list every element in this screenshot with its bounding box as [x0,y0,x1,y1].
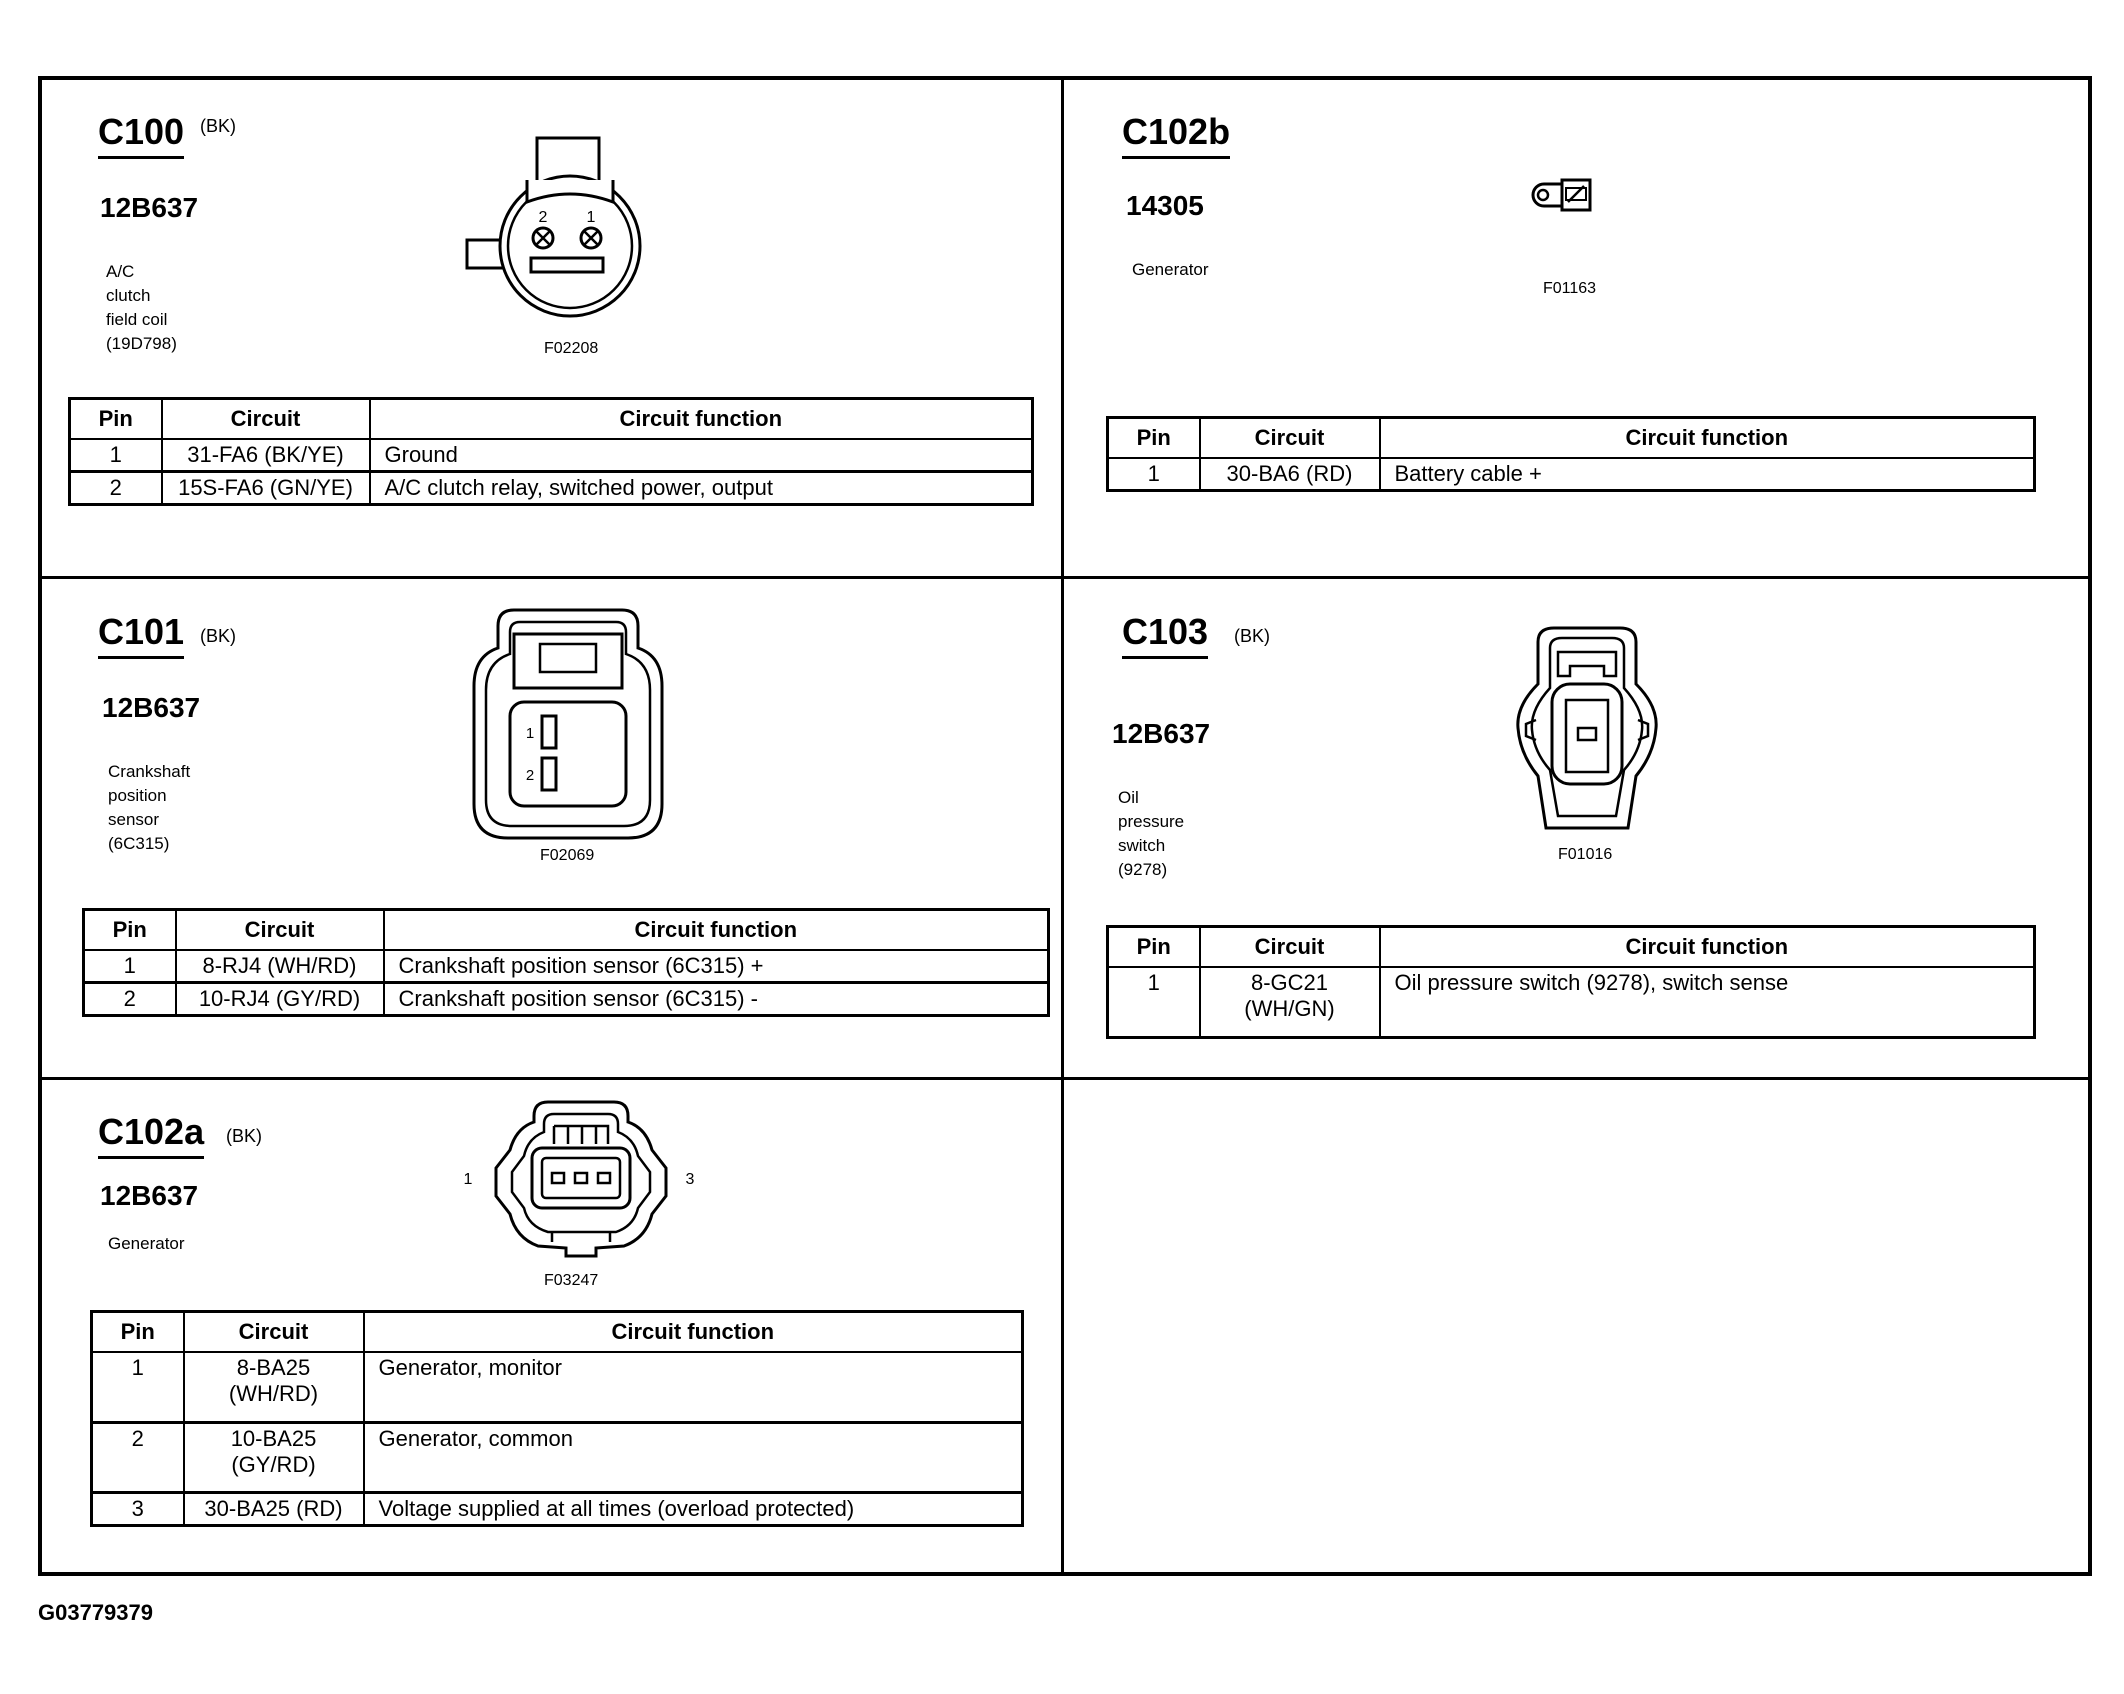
column-header-pin: Pin [84,910,176,951]
pin-label: 3 [685,1171,695,1188]
connector-color: (BK) [200,626,236,646]
pin-cell: 1 [84,950,176,983]
part-number: 12B637 [102,692,201,723]
part-number: 12B637 [100,1180,199,1211]
table-row [92,1422,1023,1492]
pin-table [82,908,1050,1017]
pin-cell: 2 [92,1422,184,1492]
column-header-function: Circuit function [364,1312,1023,1353]
pin-cell: 3 [92,1492,184,1525]
circuit-cell: 10-BA25 (GY/RD) [184,1422,364,1492]
component-description: Generator [108,1234,185,1253]
column-header-circuit: Circuit [1200,418,1380,459]
function-cell: Voltage supplied at all times (overload protected) [364,1492,1023,1525]
function-cell: Generator, common [364,1422,1023,1492]
circuit-cell: 30-BA25 (RD) [184,1492,364,1525]
row-divider-1 [38,576,2092,579]
table-header-row [84,910,1049,951]
pin-table [68,397,1034,506]
circuit-cell: 15S-FA6 (GN/YE) [162,472,370,505]
column-header-function: Circuit function [1380,418,2035,459]
component-description: Crankshaft position sensor (6C315) [108,762,191,853]
function-cell: Battery cable + [1380,458,2035,491]
connector-face-c102b [1526,174,1596,222]
table-header-row [92,1312,1023,1353]
connector-color: (BK) [1234,626,1270,646]
table-row [92,1492,1023,1525]
pin-label: 2 [538,209,548,226]
circuit-cell: 8-RJ4 (WH/RD) [176,950,384,983]
connector-id: C100 [98,112,184,159]
part-number: 12B637 [1112,718,1211,749]
table-row [92,1352,1023,1422]
column-header-function: Circuit function [1380,927,2035,968]
circuit-cell: 31-FA6 (BK/YE) [162,439,370,472]
table-row [1108,967,2035,1037]
pin-table [90,1310,1024,1527]
table-header-row [70,399,1033,440]
component-description: A/C clutch field coil (19D798) [106,262,177,353]
circuit-cell: 30-BA6 (RD) [1200,458,1380,491]
pin-label: 1 [525,725,535,742]
column-header-function: Circuit function [370,399,1033,440]
column-header-pin: Pin [1108,418,1200,459]
connector-face-c100 [465,132,645,332]
table-row [70,472,1033,505]
table-header-row [1108,418,2035,459]
figure-code: F03247 [544,1272,599,1289]
table-row [1108,458,2035,491]
connector-id: C102a [98,1112,204,1159]
part-number: 12B637 [100,192,199,223]
connector-id: C101 [98,612,184,659]
component-description: Oil pressure switch (9278) [1118,788,1185,879]
connector-face-c101 [470,606,666,842]
connector-id: C103 [1122,612,1208,659]
table-row [70,439,1033,472]
function-cell: A/C clutch relay, switched power, output [370,472,1033,505]
column-header-circuit: Circuit [1200,927,1380,968]
pin-cell: 1 [1108,967,1200,1037]
pin-cell: 1 [70,439,162,472]
pin-cell: 2 [84,983,176,1016]
function-cell: Ground [370,439,1033,472]
function-cell: Crankshaft position sensor (6C315) + [384,950,1049,983]
column-header-circuit: Circuit [184,1312,364,1353]
figure-code: F01163 [1543,280,1597,297]
pin-table [1106,416,2036,492]
function-cell: Generator, monitor [364,1352,1023,1422]
pin-label: 1 [586,209,596,226]
column-header-pin: Pin [92,1312,184,1353]
pin-label: 2 [525,767,535,784]
component-description: Generator [1132,260,1209,279]
figure-code: F02069 [540,847,595,864]
connector-face-c103 [1512,624,1662,832]
pin-cell: 1 [92,1352,184,1422]
pin-table [1106,925,2036,1039]
pin-label: 1 [463,1171,473,1188]
circuit-cell: 8-GC21 (WH/GN) [1200,967,1380,1037]
column-divider [1061,76,1064,1576]
circuit-cell: 10-RJ4 (GY/RD) [176,983,384,1016]
connector-color: (BK) [200,116,236,136]
function-cell: Crankshaft position sensor (6C315) - [384,983,1049,1016]
column-header-circuit: Circuit [176,910,384,951]
row-divider-2 [38,1077,2092,1080]
circuit-cell: 8-BA25 (WH/RD) [184,1352,364,1422]
table-row [84,983,1049,1016]
column-header-circuit: Circuit [162,399,370,440]
figure-code: F02208 [544,340,599,357]
part-number: 14305 [1126,190,1204,221]
pin-cell: 2 [70,472,162,505]
connector-face-c102a [456,1096,706,1260]
function-cell: Oil pressure switch (9278), switch sense [1380,967,2035,1037]
connector-color: (BK) [226,1126,262,1146]
table-row [84,950,1049,983]
pin-cell: 1 [1108,458,1200,491]
column-header-pin: Pin [70,399,162,440]
column-header-pin: Pin [1108,927,1200,968]
figure-code: F01016 [1558,846,1613,863]
drawing-number: G03779379 [38,1600,153,1625]
connector-id: C102b [1122,112,1230,159]
table-header-row [1108,927,2035,968]
column-header-function: Circuit function [384,910,1049,951]
